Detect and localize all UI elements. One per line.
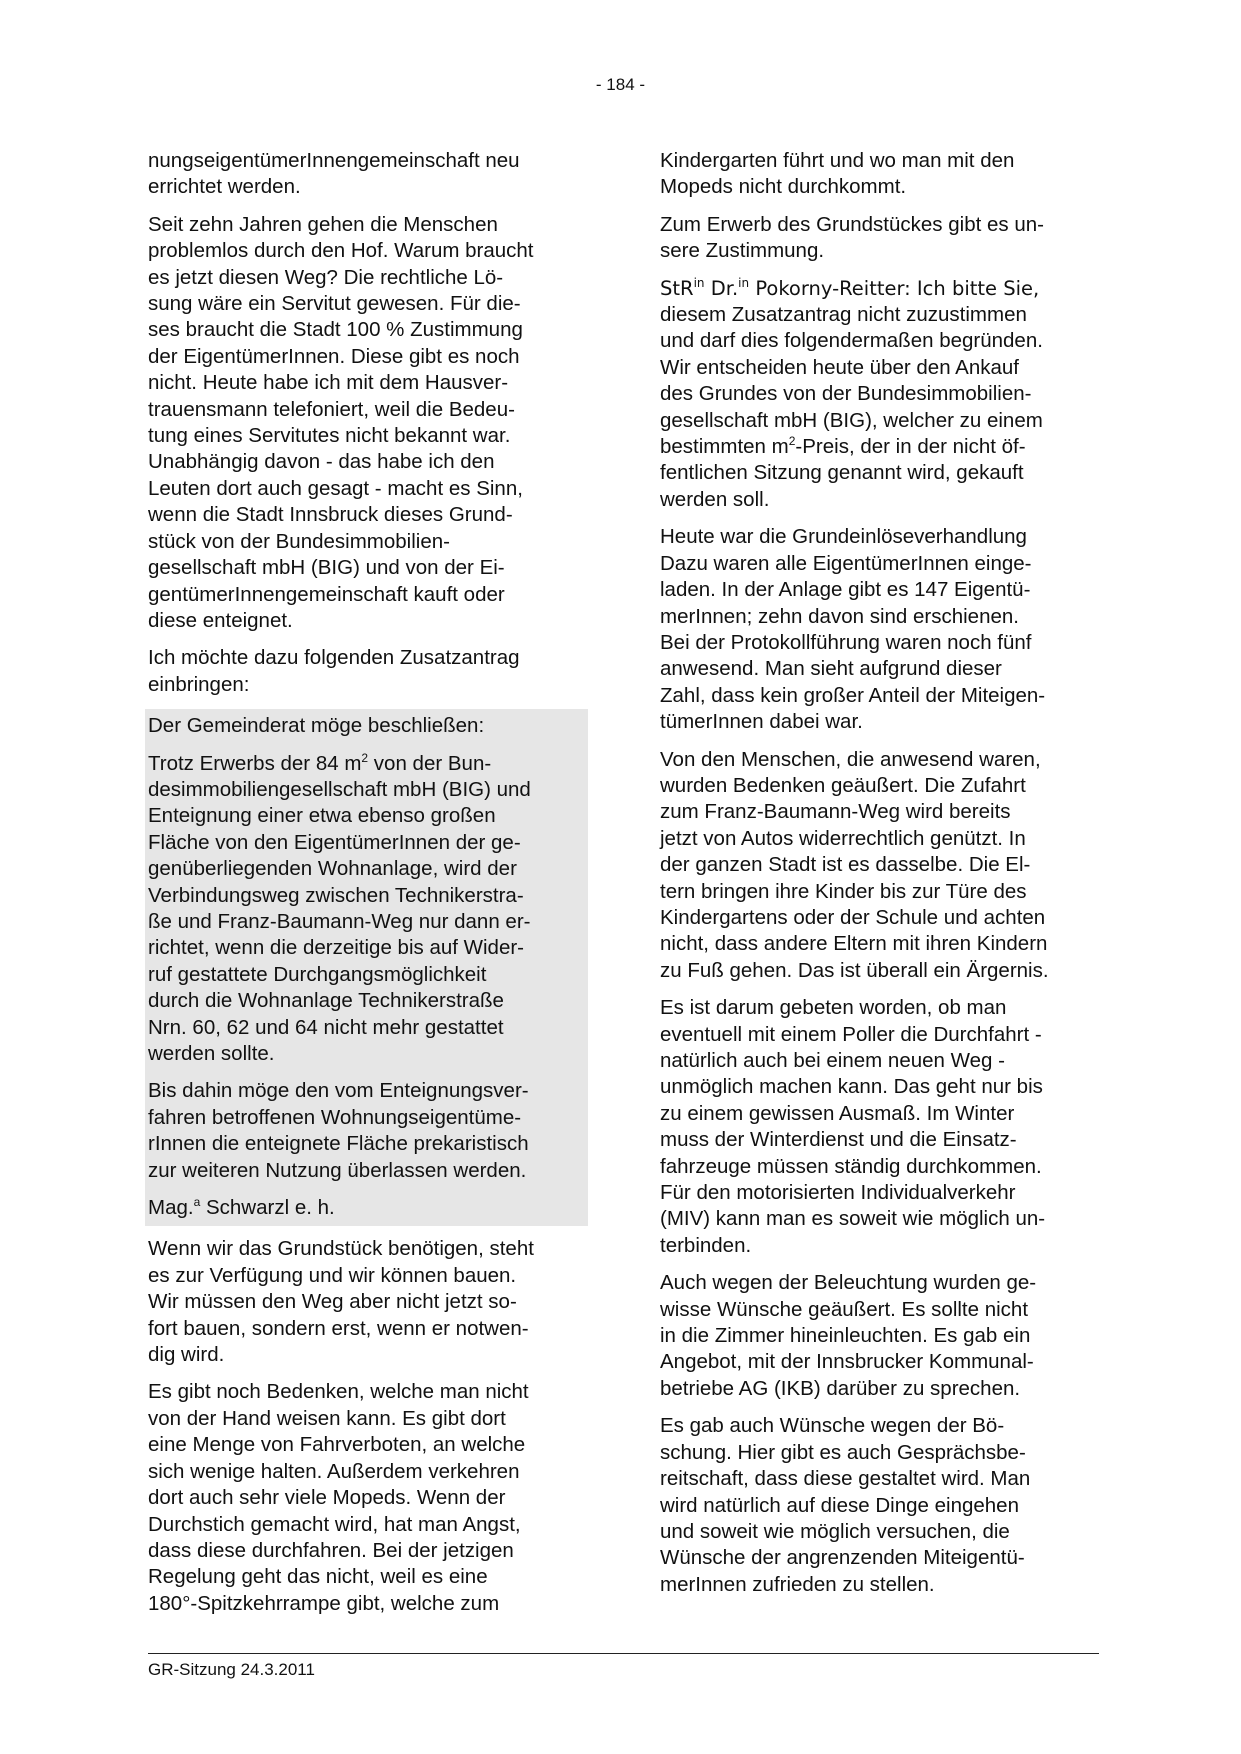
motion-heading: Der Gemeinderat möge beschließen: <box>148 714 485 738</box>
paragraph: Heute war die Grundeinlöseverhandlung Dazu waren alle EigentümerInnen einge- laden. In der Anlage gibt es 147 Eigentü- merInnen; zehn davon sind erschienen. Bei der Protokollführung waren noch fünf anwesend. Man sieht aufgrund dieser Zahl, dass kein großer Anteil der Miteigen- tümerInnen dabei war. <box>660 525 1046 734</box>
motion-text: Bis dahin möge den vom Enteignungsver- fahren betroffenen Wohnungseigentüme- rInnen die enteignete Fläche prekaristisch zur weiteren Nutzung überlassen werden. <box>148 1079 529 1182</box>
paragraph: Es gab auch Wünsche wegen der Bö- schung. Hier gibt es auch Gesprächsbe- reitschaft, dass diese gestaltet wird. Man wird natürlich auf diese Dinge eingehen und soweit wie möglich versuchen, die Wünsche der angrenzenden Miteigentü- merInnen zufrieden zu stellen. <box>660 1414 1031 1596</box>
speaker-paragraph: StR$^{in}$ Dr.$^{in}$ Pokorny-Reitter: Ich bitte Sie, diesem Zusatzantrag nicht zuzustimmen und darf dies folgendermaßen begründen. Wir entscheiden heute über den Ankauf des Grundes von der Bundesimmobilien- gesellschaft mbH (BIG), welcher zu einem bestimmten $m^2$-Preis, der in der nicht öf- fentlichen Sitzung genannt wird, gekauft werden soll. <box>660 275 1043 511</box>
speaker-name: StR$^{in}$ Dr.$^{in}$ Pokorny-Reitter: Ich bitte Sie, <box>660 275 1040 300</box>
paragraph: Zum Erwerb des Grundstückes gibt es un- sere Zustimmung. <box>660 212 1044 263</box>
paragraph: nungseigentümerInnengemeinschaft neu errichtet werden. <box>148 149 520 199</box>
paragraph: Seit zehn Jahren gehen die Menschen problemlos durch den Hof. Warum braucht es jetzt diesen Weg? Die rechtliche Lö- sung wäre ein Servitut gewesen. Für die- ses braucht die Stadt 100 % Zustimmung der EigentümerInnen. Diese gibt es noch nicht. Heute habe ich mit dem Hausver- trauensmann telefoniert, weil die Bedeu- tung eines Servitutes nicht bekannt war. Unabhängig davon - das habe ich den Leuten dort auch gesagt - macht es Sinn, wenn die Stadt Innsbruck dieses Grund- stück von der Bundesimmobilien- gesellschaft mbH (BIG) und von der Ei- gentümerInnengemeinschaft kauft oder diese enteignet. <box>148 212 534 632</box>
paragraph: Ich möchte dazu folgenden Zusatzantrag einbringen: <box>148 646 520 696</box>
right-column <box>660 148 1100 1609</box>
paragraph: Von den Menschen, die anwesend waren, wurden Bedenken geäußert. Die Zufahrt zum Franz-Baumann-Weg wird bereits jetzt von Autos widerrechtlich genützt. In der ganzen Stadt ist es dasselbe. Die El- tern bringen ihre Kinder bis zur Türe des Kindergartens oder der Schule und achten nicht, dass andere Eltern mit ihren Kindern zu Fuß gehen. Das ist überall ein Ärgernis. <box>660 747 1049 982</box>
motion-signature: Mag.$^a$ Schwarzl e. h. <box>148 1195 335 1220</box>
motion-text: Trotz Erwerbs der 84 $m^2$ von der Bun- desimmobiliengesellschaft mbH (BIG) und Enteignung einer etwa ebenso großen Fläche von den EigentümerInnen der ge- genüberliegenden Wohnanlage, wird der Verbindungsweg zwischen Technikerstra- ße und Franz-Baumann-Weg nur dann er- richtet, wenn die derzeitige bis auf Wider- ruf gestattete Durchgangsmöglichkeit durch die Wohnanlage Technikerstraße Nrn. 60, 62 und 64 nicht mehr gestattet werden sollte. <box>148 750 531 1065</box>
left-column <box>148 148 588 1628</box>
footer-text: GR-Sitzung 24.3.2011 <box>148 1660 315 1679</box>
paragraph: Kindergarten führt und wo man mit den Mopeds nicht durchkommt. <box>660 149 1015 199</box>
footer-divider <box>148 1653 1099 1654</box>
paragraph: Auch wegen der Beleuchtung wurden ge- wisse Wünsche geäußert. Es sollte nicht in die Zimmer hineinleuchten. Es gab ein Angebot, mit der Innsbrucker Kommunal- betriebe AG (IKB) darüber zu sprechen. <box>660 1271 1037 1400</box>
paragraph: Es ist darum gebeten worden, ob man eventuell mit einem Poller die Durchfahrt - natürlich auch bei einem neuen Weg - unmöglich machen kann. Das geht nur bis zu einem gewissen Ausmaß. Im Winter muss der Winterdienst und die Einsatz- fahrzeuge müssen ständig durchkommen. Für den motorisierten Individualverkehr (MIV) kann man es soweit wie möglich un- terbinden. <box>660 996 1046 1257</box>
motion-box <box>145 709 588 1226</box>
paragraph: Wenn wir das Grundstück benötigen, steht es zur Verfügung und wir können bauen. Wir müssen den Weg aber nicht jetzt so- fort bauen, sondern erst, wenn er notwen- dig wird. <box>148 1237 534 1367</box>
page-number: - 184 - <box>595 75 646 94</box>
paragraph: Es gibt noch Bedenken, welche man nicht von der Hand weisen kann. Es gibt dort eine Menge von Fahrverboten, an welche sich wenige halten. Außerdem verkehren dort auch sehr viele Mopeds. Wenn der Durchstich gemacht wird, hat man Angst, dass diese durchfahren. Bei der jetzigen Regelung geht das nicht, weil es eine 180°-Spitzkehrrampe gibt, welche zum <box>148 1380 529 1615</box>
